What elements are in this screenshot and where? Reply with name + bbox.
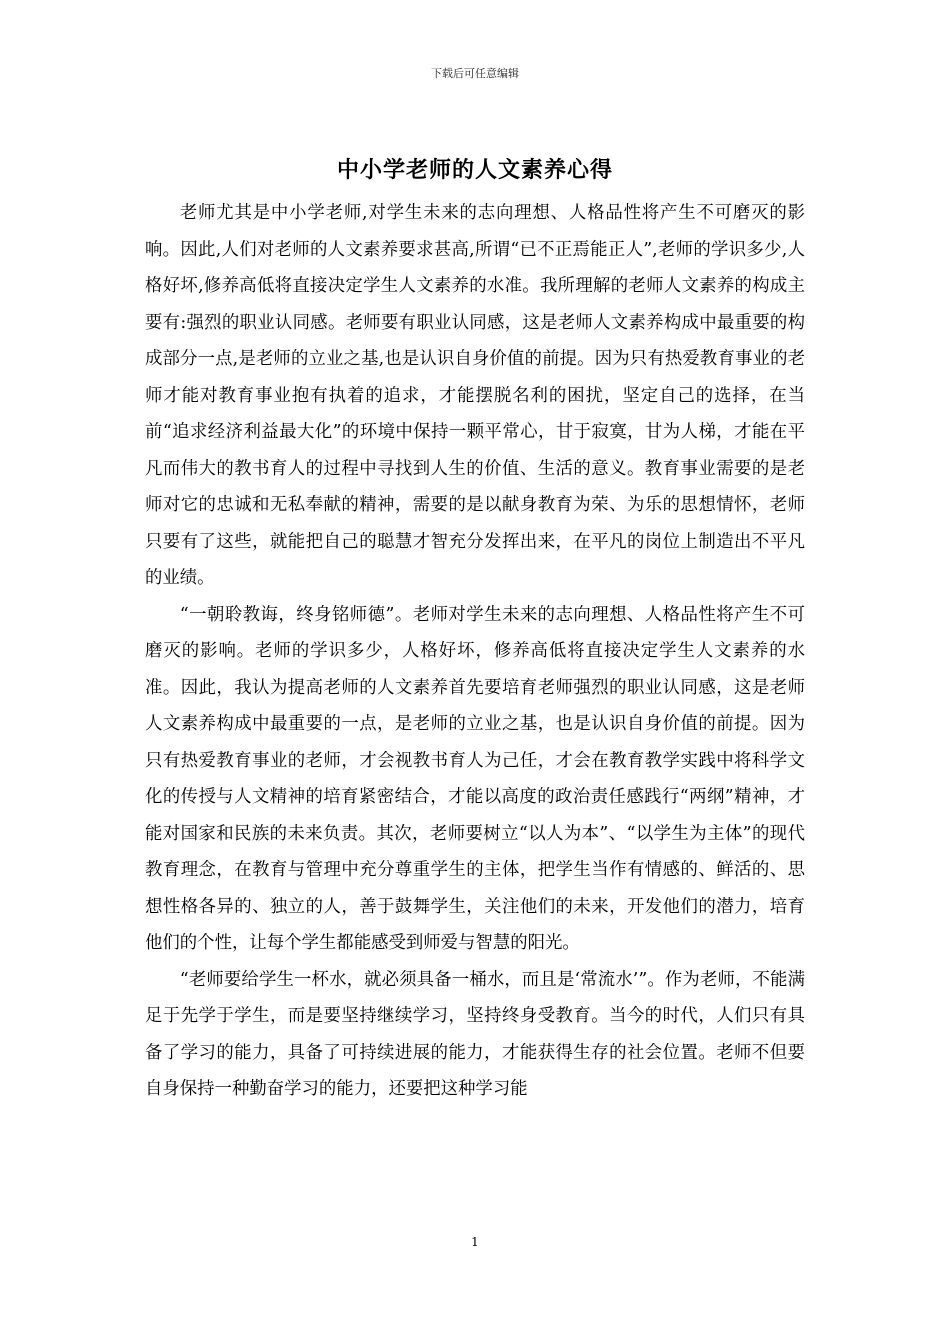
document-body — [145, 195, 805, 1108]
paragraph-1: 老师尤其是中小学老师,对学生未来的志向理想、人格品性将产生不可磨灭的影响。因此,人们对老师的人文素养要求甚高,所谓“已不正焉能正人”,老师的学识多少,人格好坏,修养高低将直接决定学生人文素养的水准。我所理解的老师人文素养的构成主要有:强烈的职业认同感。老师要有职业认同感，这是老师人文素养构成中最重要的构成部分一点,是老师的立业之基,也是认识自身价值的前提。因为只有热爱教育事业的老师才能对教育事业抱有执着的追求，才能摆脱名利的困扰，坚定自己的选择，在当前“追求经济利益最大化”的环境中保持一颗平常心，甘于寂寞，甘为人梯，才能在平凡而伟大的教书育人的过程中寻找到人生的价值、生活的意义。教育事业需要的是老师对它的忠诚和无私奉献的精神，需要的是以献身教育为荣、为乐的思想情怀，老师只要有了这些，就能把自己的聪慧才智充分发挥出来，在平凡的岗位上制造出不平凡的业绩。 — [145, 203, 805, 588]
paragraph-3: “老师要给学生一杯水，就必须具备一桶水，而且是‘常流水’”。作为老师，不能满足于先学于学生，而是要坚持继续学习，坚持终身受教育。当今的时代，人们只有具备了学习的能力，具备了可持续进展的能力，才能获得生存的社会位置。老师不但要自身保持一种勤奋学习的能力，还要把这种学习能 — [145, 969, 805, 1099]
header-note: 下载后可任意编辑 — [431, 67, 519, 80]
document-title: 中小学老师的人文素养心得 — [336, 157, 613, 183]
page-number: 1 — [471, 1235, 479, 1249]
paragraph-2: “一朝聆教诲，终身铭师德”。老师对学生未来的志向理想、人格品性将产生不可磨灭的影响。老师的学识多少，人格好坏，修养高低将直接决定学生人文素养的水准。因此，我认为提高老师的人文素养首先要培育老师强烈的职业认同感，这是老师人文素养构成中最重要的一点，是老师的立业之基，也是认识自身价值的前提。因为只有热爱教育事业的老师，才会视教书育人为己任，才会在教育教学实践中将科学文化的传授与人文精神的培育紧密结合，才能以高度的政治责任感践行“两纲”精神，才能对国家和民族的未来负责。其次，老师要树立“以人为本”、“以学生为主体”的现代教育理念，在教育与管理中充分尊重学生的主体，把学生当作有情感的、鲜活的、思想性格各异的、独立的人，善于鼓舞学生，关注他们的未来，开发他们的潜力，培育他们的个性，让每个学生都能感受到师爱与智慧的阳光。 — [145, 604, 805, 953]
